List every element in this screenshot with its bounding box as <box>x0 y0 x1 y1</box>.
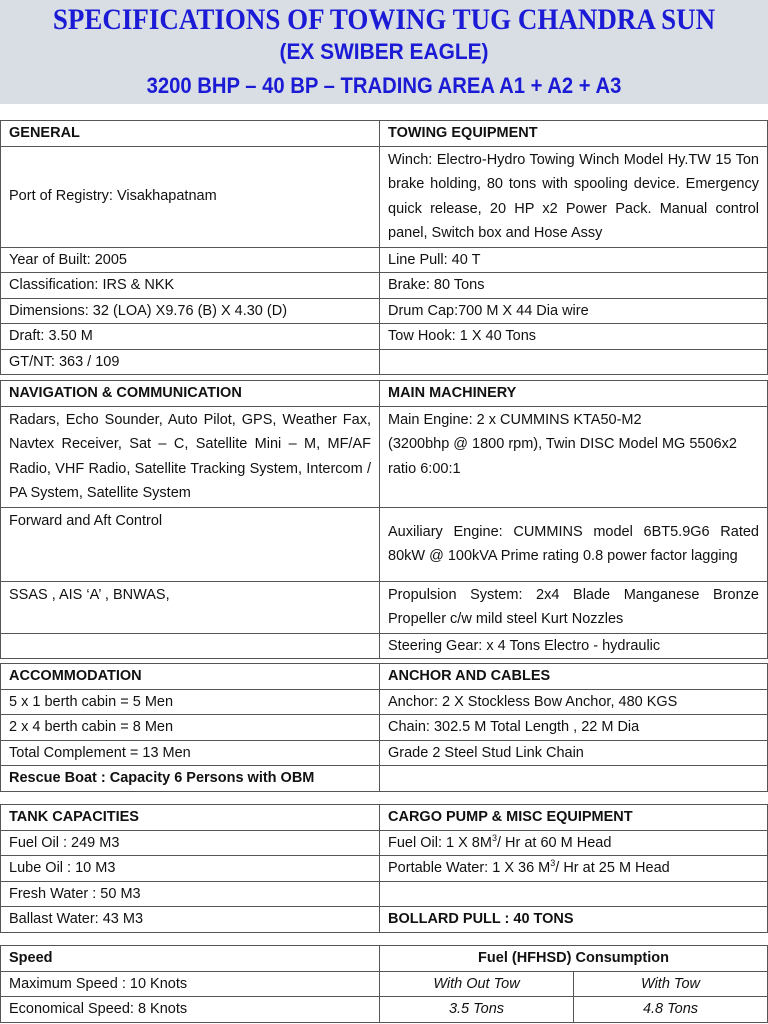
propulsion-system: Propulsion System: 2x4 Blade Manganese Bronze Propeller c/w mild steel Kurt Nozzles <box>380 581 768 633</box>
tanks-cargo-table <box>0 804 768 933</box>
rescue-boat: Rescue Boat : Capacity 6 Persons with OBM <box>1 766 380 792</box>
empty-cell <box>380 881 768 907</box>
chain-spec: Chain: 302.5 M Total Length , 22 M Dia <box>380 715 768 741</box>
year-built: Year of Built: 2005 <box>1 247 380 273</box>
navigation-equipment: Radars, Echo Sounder, Auto Pilot, GPS, Weather Fax, Navtex Receiver, Sat – C, Satellite Mini – M, MF/AF Radio, VHF Radio, Satellite Tracking System, Intercom / PA System, Satellite System <box>1 406 380 507</box>
draft: Draft: 3.50 M <box>1 324 380 350</box>
main-engine-line-1: Main Engine: 2 x CUMMINS KTA50-M2 <box>388 411 642 428</box>
maximum-speed: Maximum Speed : 10 Knots <box>1 971 380 997</box>
empty-cell <box>380 766 768 792</box>
fuel-oil-pump-rate: / Hr at 60 M Head <box>496 834 612 851</box>
fuel-oil-capacity: Fuel Oil : 249 M3 <box>1 830 380 856</box>
consumption-heading: Fuel (HFHSD) Consumption <box>380 946 768 972</box>
navigation-machinery-table <box>0 380 768 659</box>
empty-cell <box>1 633 380 659</box>
accommodation-anchor-table <box>0 663 768 792</box>
classification: Classification: IRS & NKK <box>1 273 380 299</box>
cubic-superscript: 3 <box>491 832 497 843</box>
port-of-registry: Port of Registry: Visakhapatnam <box>1 146 380 247</box>
line-pull: Line Pull: 40 T <box>380 247 768 273</box>
steering-gear: Steering Gear: x 4 Tons Electro - hydraulic <box>380 633 768 659</box>
accommodation-heading: ACCOMMODATION <box>1 664 380 690</box>
winch-spec: Winch: Electro-Hydro Towing Winch Model Hy.TW 15 Ton brake holding, 80 tons with spooling device. Emergency quick release, 20 HP x2 Power Pack. Manual control panel, Switch box and Hose Assy <box>380 146 768 247</box>
total-complement: Total Complement = 13 Men <box>1 740 380 766</box>
bollard-pull: BOLLARD PULL : 40 TONS <box>380 907 768 933</box>
empty-cell <box>380 349 768 375</box>
drum-capacity: Drum Cap:700 M X 44 Dia wire <box>380 298 768 324</box>
anchor-heading: ANCHOR AND CABLES <box>380 664 768 690</box>
speed-consumption-table <box>0 945 768 1023</box>
general-heading: GENERAL <box>1 121 380 147</box>
gross-net-tonnage: GT/NT: 363 / 109 <box>1 349 380 375</box>
machinery-heading: MAIN MACHINERY <box>380 381 768 407</box>
towing-heading: TOWING EQUIPMENT <box>380 121 768 147</box>
lube-oil-capacity: Lube Oil : 10 M3 <box>1 856 380 882</box>
portable-water-pump <box>380 856 768 882</box>
four-berth-cabins: 2 x 4 berth cabin = 8 Men <box>1 715 380 741</box>
forward-aft-control: Forward and Aft Control <box>1 507 380 581</box>
document-subtitle: (EX SWIBER EAGLE) <box>279 39 489 64</box>
document-tagline: 3200 BHP – 40 BP – TRADING AREA A1 + A2 + A3 <box>146 73 622 98</box>
main-engine <box>380 406 768 507</box>
cargo-heading: CARGO PUMP & MISC EQUIPMENT <box>380 805 768 831</box>
fuel-oil-pump-text: Fuel Oil: 1 X 8M <box>388 834 492 851</box>
tanks-heading: TANK CAPACITIES <box>1 805 380 831</box>
portable-water-pump-rate: / Hr at 25 M Head <box>555 860 670 876</box>
fuel-oil-pump <box>380 830 768 856</box>
single-berth-cabins: 5 x 1 berth cabin = 5 Men <box>1 689 380 715</box>
chain-grade: Grade 2 Steel Stud Link Chain <box>380 740 768 766</box>
auxiliary-engine: Auxiliary Engine: CUMMINS model 6BT5.9G6 Rated 80kW @ 100kVA Prime rating 0.8 power factor lagging <box>380 507 768 581</box>
general-towing-table <box>0 120 768 375</box>
dimensions: Dimensions: 32 (LOA) X9.76 (B) X 4.30 (D) <box>1 298 380 324</box>
main-engine-line-2: (3200bhp @ 1800 rpm), Twin DISC Model MG 5506x2 ratio 6:00:1 <box>388 436 737 477</box>
with-tow-label: With Tow <box>574 971 768 997</box>
without-tow-consumption: 3.5 Tons <box>380 997 574 1023</box>
ballast-water-capacity: Ballast Water: 43 M3 <box>1 907 380 933</box>
brake: Brake: 80 Tons <box>380 273 768 299</box>
portable-water-pump-text: Portable Water: 1 X 36 M <box>388 860 551 876</box>
cubic-superscript: 3 <box>550 858 556 869</box>
economical-speed: Economical Speed: 8 Knots <box>1 997 380 1023</box>
safety-systems: SSAS , AIS ‘A’ , BNWAS, <box>1 581 380 633</box>
navigation-heading: NAVIGATION & COMMUNICATION <box>1 381 380 407</box>
document-title: SPECIFICATIONS OF TOWING TUG CHANDRA SUN <box>52 3 716 36</box>
tow-hook: Tow Hook: 1 X 40 Tons <box>380 324 768 350</box>
document-header <box>0 0 768 104</box>
with-tow-consumption: 4.8 Tons <box>574 997 768 1023</box>
without-tow-label: With Out Tow <box>380 971 574 997</box>
anchor-spec: Anchor: 2 X Stockless Bow Anchor, 480 KGS <box>380 689 768 715</box>
fresh-water-capacity: Fresh Water : 50 M3 <box>1 881 380 907</box>
speed-heading: Speed <box>1 946 380 972</box>
